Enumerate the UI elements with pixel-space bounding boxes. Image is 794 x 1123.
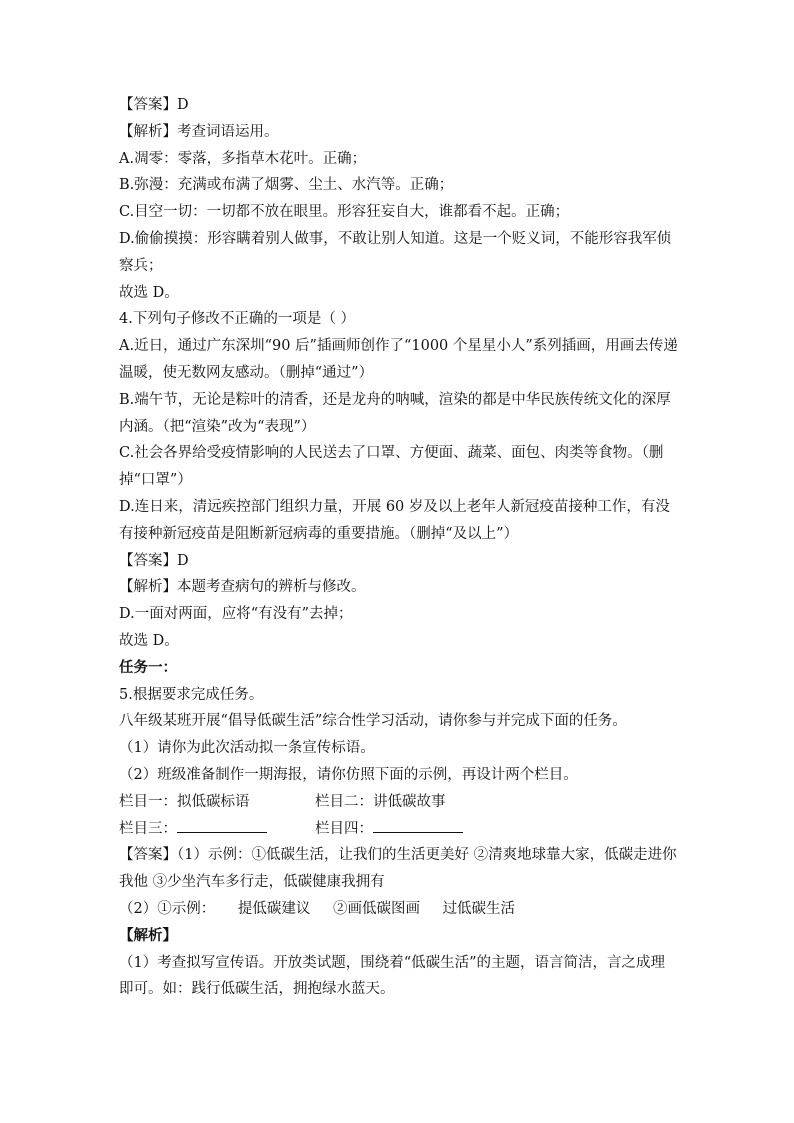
option-b-explanation: B.弥漫：充满或布满了烟雾、尘土、水汽等。正确； [119, 177, 454, 194]
option-d-explanation: D.偷偷摸摸：形容瞒着别人做事，不敢让别人知道。这是一个贬义词，不能形容我军侦察兵； [119, 230, 672, 274]
analysis-part-1: （1）考查拟写宣传语。开放类试题，围绕着“低碳生活”的主题，语言简洁，言之成理即可。如：践行低碳生活，拥抱绿水蓝天。 [119, 954, 666, 998]
option-c-explanation: C.目空一切：一切都不放在眼里。形容狂妄自大，谁都看不起。正确； [119, 204, 570, 221]
answer-part-2-item-1: 提低碳建议 [237, 900, 311, 917]
document-body [119, 92, 679, 1003]
column-example-row [119, 789, 679, 816]
column-4-label: 栏目四： [315, 820, 373, 837]
question-4-option-c: C.社会各界给受疫情影响的人民送去了口罩、方便面、蔬菜、面包、肉类等食物。（删掉“口罩”） [119, 445, 664, 489]
analysis-line: 【解析】本题考查病句的辨析与修改。 [119, 579, 366, 596]
task-heading: 任务一： [119, 658, 177, 676]
question-4-option-d: D.连日来，清远疾控部门组织力量，开展 60 岁及以上老年人新冠疫苗接种工作，有没有接种新冠疫苗是阻断新冠病毒的重要措施。（删掉“及以上”） [119, 498, 670, 542]
answer-part-1: 【答案】（1）示例：①低碳生活，让我们的生活更美好 ②清爽地球靠大家，低碳走进你我他 ③少坐汽车多行走，低碳健康我拥有 [119, 847, 677, 891]
column-4-field [315, 816, 463, 843]
choice-line: 故选 D。 [119, 632, 179, 649]
column-blank-row [119, 816, 679, 843]
option-a-explanation: A.凋零：零落，多指草木花叶。正确； [119, 150, 367, 167]
analysis-line: 【解析】考查词语运用。 [119, 123, 279, 140]
answer-part-2-item-2: ②画低碳图画 [332, 900, 420, 917]
answer-line: 【答案】D [119, 97, 189, 113]
column-4-blank [373, 818, 463, 833]
question-5-context: 八年级某班开展“倡导低碳生活”综合性学习活动，请你参与并完成下面的任务。 [119, 713, 627, 730]
question-4-option-a: A.近日，通过广东深圳“90 后”插画师创作了“1000 个星星小人”系列插画，用画去传递温暖，使无数网友感动。（删掉“通过”） [119, 338, 678, 381]
answer-part-2 [119, 896, 679, 923]
analysis-detail: D.一面对两面，应将“有没有”去掉； [119, 606, 353, 623]
column-1-label: 栏目一：拟低碳标语 [119, 793, 250, 810]
question-4-option-b: B.端午节，无论是粽叶的清香，还是龙舟的呐喊，渲染的都是中华民族传统文化的深厚内涵。（把“渲染”改为“表现”） [119, 391, 671, 435]
question-4-stem: 4.下列句子修改不正确的一项是（ ） [119, 311, 355, 328]
analysis-heading: 【解析】 [119, 926, 177, 944]
choice-line: 故选 D。 [119, 284, 179, 301]
answer-line: 【答案】D [119, 552, 189, 569]
question-5-part-1: （1）请你为此次活动拟一条宣传标语。 [119, 740, 375, 757]
question-5-stem: 5.根据要求完成任务。 [119, 686, 264, 703]
column-3-label: 栏目三： [119, 820, 177, 837]
column-3-blank [177, 818, 267, 833]
answer-part-2-label: （2）①示例： [119, 900, 216, 917]
column-3-field [119, 816, 315, 843]
question-5-part-2: （2）班级准备制作一期海报，请你仿照下面的示例，再设计两个栏目。 [119, 766, 578, 783]
column-2-label: 栏目二：讲低碳故事 [315, 793, 446, 810]
answer-part-2-item-3: 过低碳生活 [442, 900, 516, 917]
